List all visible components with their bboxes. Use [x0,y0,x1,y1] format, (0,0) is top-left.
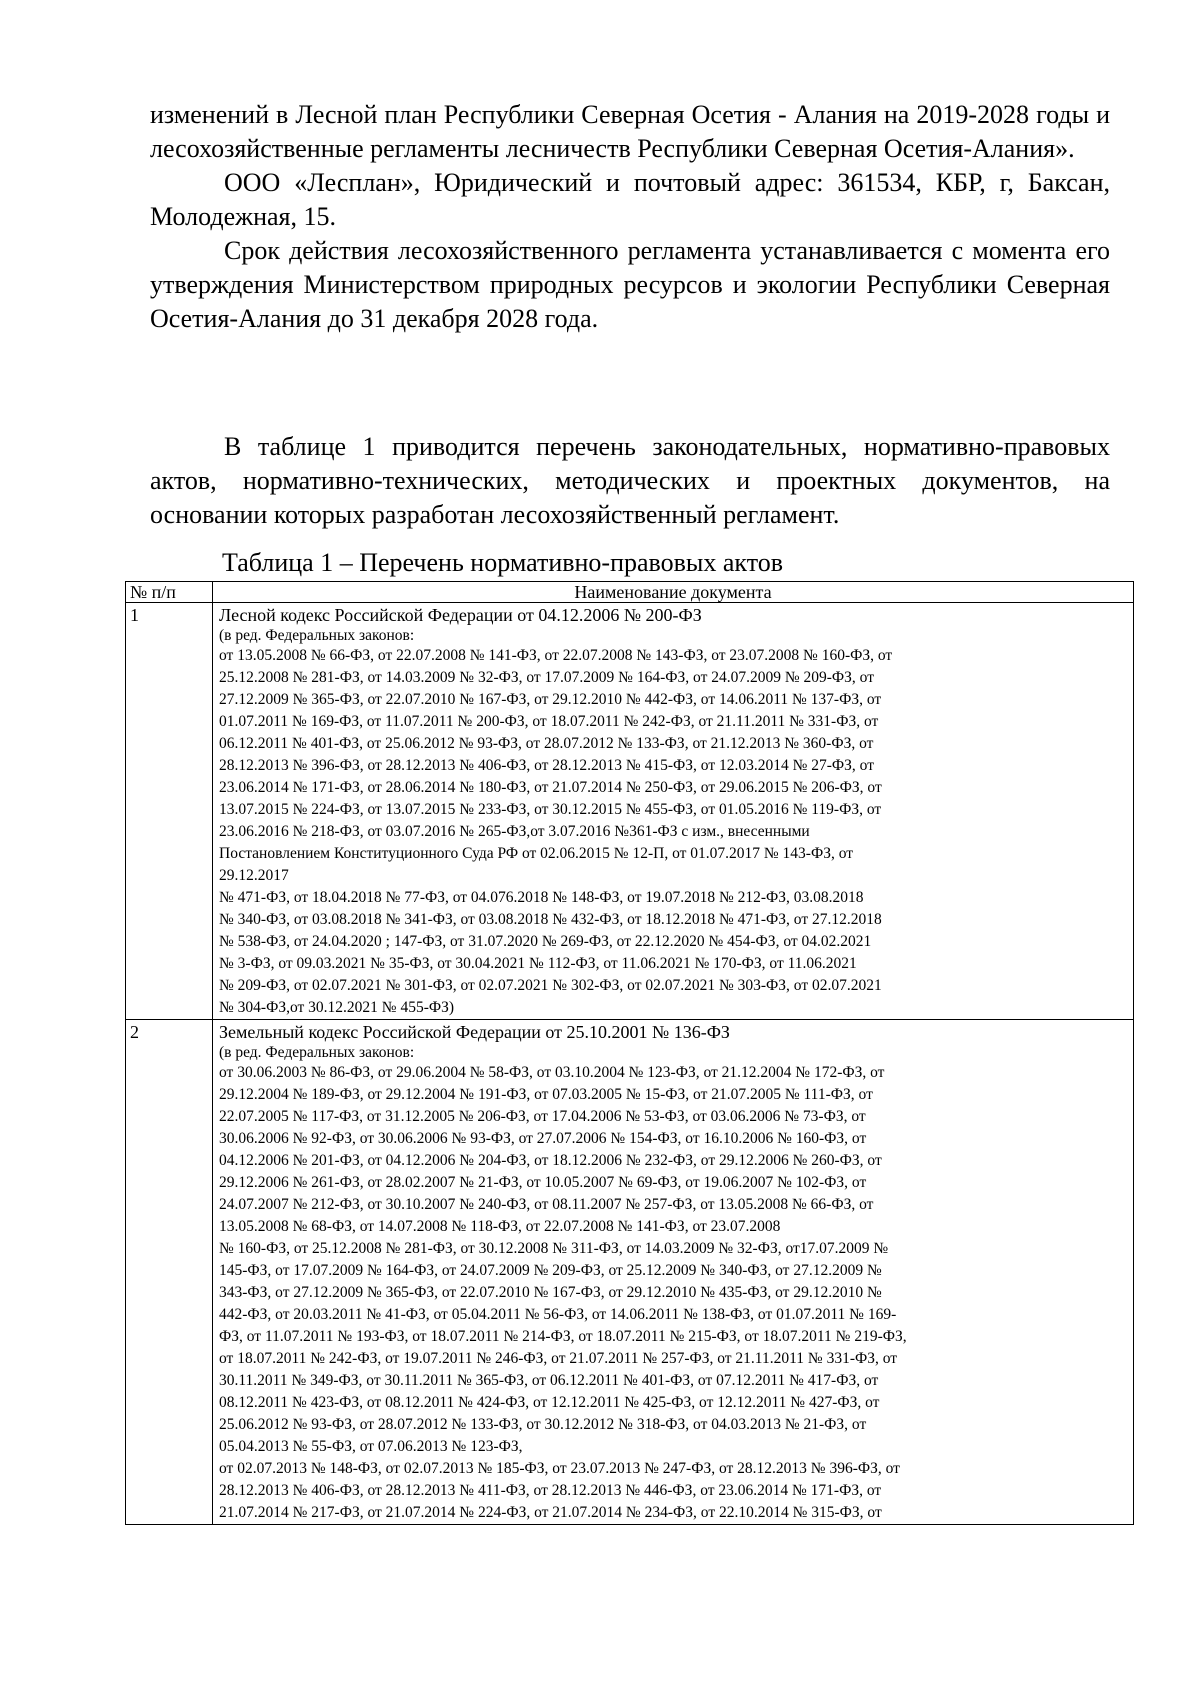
column-header-number: № п/п [126,582,213,603]
intro-paragraph-continuation: изменений в Лесной план Республики Северная Осетия - Алания на 2019-2028 годы и лесохозяйственные регламенты лесничеств Республики Северная Осетия-Алания». [150,100,1110,163]
table-row [126,603,1134,1020]
table-header-row [126,582,1134,603]
intro-paragraph-company: ООО «Лесплан», Юридический и почтовый адрес: 361534, КБР, г, Баксан, Молодежная, 15. [150,168,1110,231]
acts-table [125,581,1134,1525]
document-title: Лесной кодекс Российской Федерации от 04.12.2006 № 200-ФЗ [219,605,702,625]
document-amendments-intro: (в ред. Федеральных законов: [219,1044,415,1061]
row-number: 2 [126,1020,213,1525]
document-title: Земельный кодекс Российской Федерации от 25.10.2001 № 136-ФЗ [219,1022,730,1042]
document-amendments-list: от 13.05.2008 № 66-ФЗ, от 22.07.2008 № 141-ФЗ, от 22.07.2008 № 143-ФЗ, от 23.07.2008 № 160-ФЗ, от 25.12.2008 № 281-ФЗ, от 14.03.2009 № 32-ФЗ, от 17.07.2009 № 164-ФЗ, от 24.07.2009 № 209-ФЗ, от 27.12.2009 № 365-ФЗ, от 22.07.2010 № 167-ФЗ, от 29.12.2010 № 442-ФЗ, от 14.06.2011 № 137-ФЗ, от 01.07.2011 № 169-ФЗ, от 11.07.2011 № 200-ФЗ, от 18.07.2011 № 242-ФЗ, от 21.11.2011 № 331-ФЗ, от 06.12.2011 № 401-ФЗ, от 25.06.2012 № 93-ФЗ, от 28.07.2012 № 133-ФЗ, от 21.12.2013 № 360-ФЗ, от 28.12.2013 № 396-ФЗ, от 28.12.2013 № 406-ФЗ, от 28.12.2013 № 415-ФЗ, от 12.03.2014 № 27-ФЗ, от 23.06.2014 № 171-ФЗ, от 28.06.2014 № 180-ФЗ, от 21.07.2014 № 250-ФЗ, от 29.06.2015 № 206-ФЗ, от 13.07.2015 № 224-ФЗ, от 13.07.2015 № 233-ФЗ, от 30.12.2015 № 455-ФЗ, от 01.05.2016 № 119-ФЗ, от 23.06.2016 № 218-ФЗ, от 03.07.2016 № 265-ФЗ,от 3.07.2016 №361-ФЗ с изм., внесенными Постановлением Конституционного Суда РФ от 02.06.2015 № 12-П, от 01.07.2017 № 143-ФЗ, от 29.12.2017 № 471-ФЗ, от 18.04.2018 № 77-ФЗ, от 04.076.2018 № 148-ФЗ, от 19.07.2018 № 212-ФЗ, 03.08.2018 № 340-ФЗ, от 03.08.2018 № 341-ФЗ, от 03.08.2018 № 432-ФЗ, от 18.12.2018 № 471-ФЗ, от 27.12.2018 № 538-ФЗ, от 24.04.2020 ; 147-ФЗ, от 31.07.2020 № 269-ФЗ, от 22.12.2020 № 454-ФЗ, от 04.02.2021 № 3-ФЗ, от 09.03.2021 № 35-ФЗ, от 30.04.2021 № 112-ФЗ, от 11.06.2021 № 170-ФЗ, от 11.06.2021 № 209-ФЗ, от 02.07.2021 № 301-ФЗ, от 02.07.2021 № 302-ФЗ, от 02.07.2021 № 303-ФЗ, от 02.07.2021 № 304-ФЗ,от 30.12.2021 № 455-ФЗ) [219,647,893,1016]
table-caption: Таблица 1 – Перечень нормативно-правовых актов [222,548,784,577]
column-header-document: Наименование документа [213,582,1134,603]
row-number: 1 [126,603,213,1020]
intro-section [150,98,1110,336]
document-cell [213,1020,1134,1525]
lead-paragraph: В таблице 1 приводится перечень законодательных, нормативно-правовых актов, нормативно-технических, методических и проектных документов, на основании которых разработан лесохозяйственный регламент. [150,432,1110,529]
table-row [126,1020,1134,1525]
document-amendments-list: от 30.06.2003 № 86-ФЗ, от 29.06.2004 № 58-ФЗ, от 03.10.2004 № 123-ФЗ, от 21.12.2004 № 172-ФЗ, от 29.12.2004 № 189-ФЗ, от 29.12.2004 № 191-ФЗ, от 07.03.2005 № 15-ФЗ, от 21.07.2005 № 111-ФЗ, от 22.07.2005 № 117-ФЗ, от 31.12.2005 № 206-ФЗ, от 17.04.2006 № 53-ФЗ, от 03.06.2006 № 73-ФЗ, от 30.06.2006 № 92-ФЗ, от 30.06.2006 № 93-ФЗ, от 27.07.2006 № 154-ФЗ, от 16.10.2006 № 160-ФЗ, от 04.12.2006 № 201-ФЗ, от 04.12.2006 № 204-ФЗ, от 18.12.2006 № 232-ФЗ, от 29.12.2006 № 260-ФЗ, от 29.12.2006 № 261-ФЗ, от 28.02.2007 № 21-ФЗ, от 10.05.2007 № 69-ФЗ, от 19.06.2007 № 102-ФЗ, от 24.07.2007 № 212-ФЗ, от 30.10.2007 № 240-ФЗ, от 08.11.2007 № 257-ФЗ, от 13.05.2008 № 66-ФЗ, от 13.05.2008 № 68-ФЗ, от 14.07.2008 № 118-ФЗ, от 22.07.2008 № 141-ФЗ, от 23.07.2008 № 160-ФЗ, от 25.12.2008 № 281-ФЗ, от 30.12.2008 № 311-ФЗ, от 14.03.2009 № 32-ФЗ, от17.07.2009 № 145-ФЗ, от 17.07.2009 № 164-ФЗ, от 24.07.2009 № 209-ФЗ, от 25.12.2009 № 340-ФЗ, от 27.12.2009 № 343-ФЗ, от 27.12.2009 № 365-ФЗ, от 22.07.2010 № 167-ФЗ, от 29.12.2010 № 435-ФЗ, от 29.12.2010 № 442-ФЗ, от 20.03.2011 № 41-ФЗ, от 05.04.2011 № 56-ФЗ, от 14.06.2011 № 138-ФЗ, от 01.07.2011 № 169- ФЗ, от 11.07.2011 № 193-ФЗ, от 18.07.2011 № 214-ФЗ, от 18.07.2011 № 215-ФЗ, от 18.07.2011 № 219-ФЗ, от 18.07.2011 № 242-ФЗ, от 19.07.2011 № 246-ФЗ, от 21.07.2011 № 257-ФЗ, от 21.11.2011 № 331-ФЗ, от 30.11.2011 № 349-ФЗ, от 30.11.2011 № 365-ФЗ, от 06.12.2011 № 401-ФЗ, от 07.12.2011 № 417-ФЗ, от 08.12.2011 № 423-ФЗ, от 08.12.2011 № 424-ФЗ, от 12.12.2011 № 425-ФЗ, от 12.12.2011 № 427-ФЗ, от 25.06.2012 № 93-ФЗ, от 28.07.2012 № 133-ФЗ, от 30.12.2012 № 318-ФЗ, от 04.03.2013 № 21-ФЗ, от 05.04.2013 № 55-ФЗ, от 07.06.2013 № 123-ФЗ, от 02.07.2013 № 148-ФЗ, от 02.07.2013 № 185-ФЗ, от 23.07.2013 № 247-ФЗ, от 28.12.2013 № 396-ФЗ, от 28.12.2013 № 406-ФЗ, от 28.12.2013 № 411-ФЗ, от 28.12.2013 № 446-ФЗ, от 23.06.2014 № 171-ФЗ, от 21.07.2014 № 217-ФЗ, от 21.07.2014 № 224-ФЗ, от 21.07.2014 № 234-ФЗ, от 22.10.2014 № 315-ФЗ, от [219,1064,907,1521]
document-amendments-intro: (в ред. Федеральных законов: [219,627,415,644]
intro-paragraph-term: Срок действия лесохозяйственного регламента устанавливается с момента его утверждения Министерством природных ресурсов и экологии Республики Северная Осетия-Алания до 31 декабря 2028 года. [150,236,1110,333]
document-cell [213,603,1134,1020]
